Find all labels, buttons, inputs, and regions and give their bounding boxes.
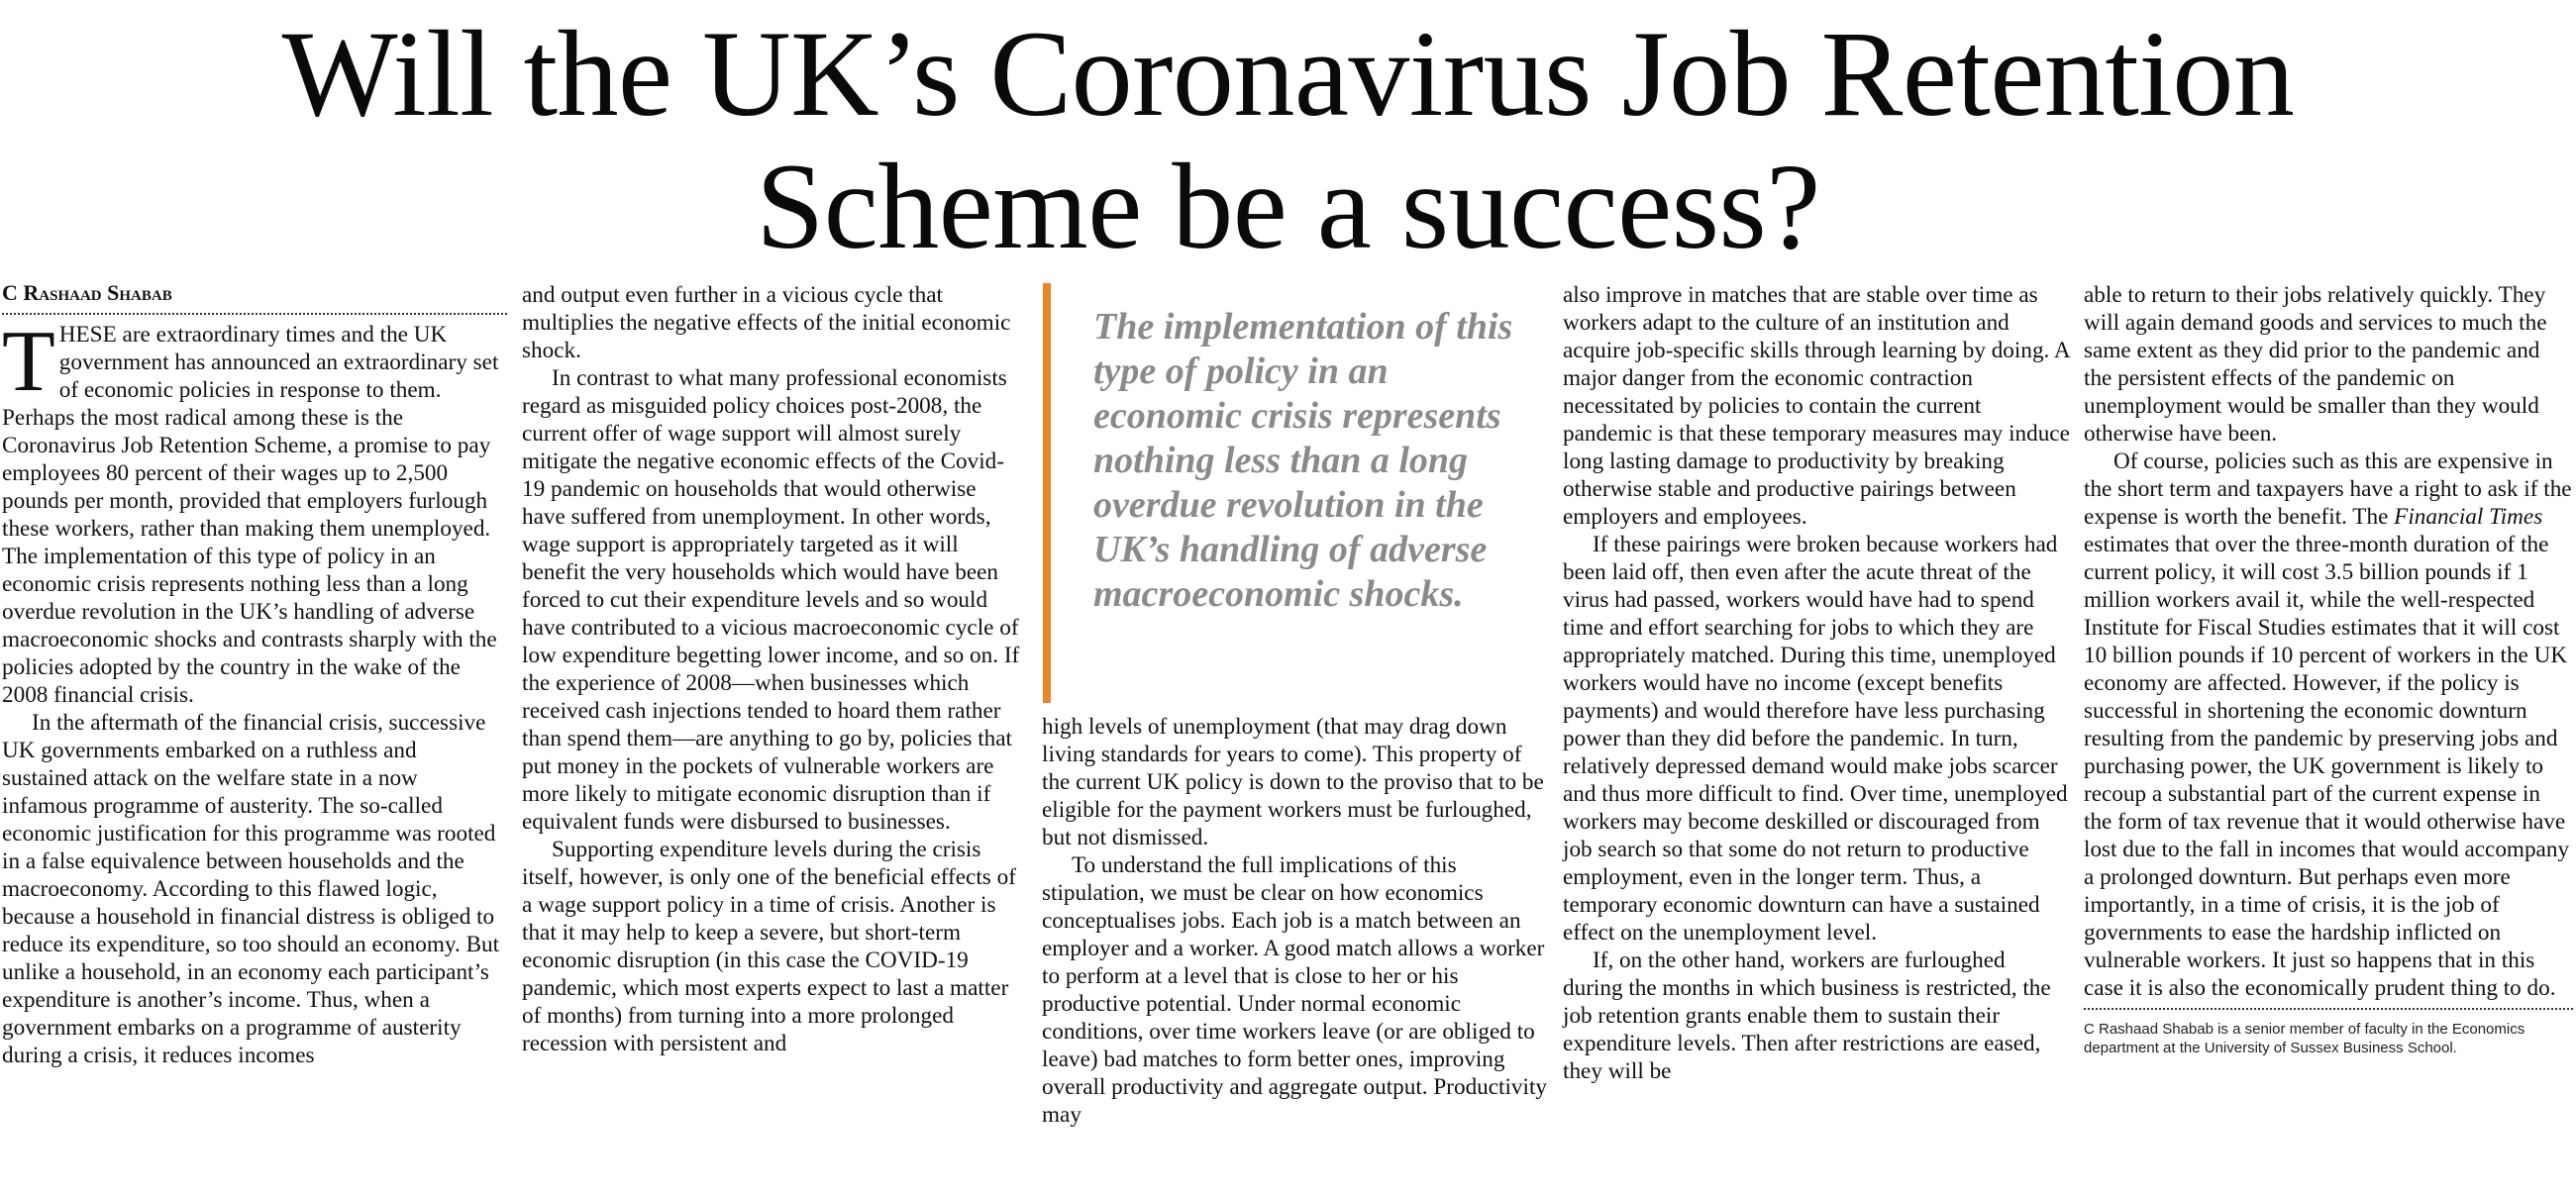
pull-quote-text: The implementation of this type of policy in an economic crisis represents nothing less than a long overdue revolution in the UK’s handling of adverse macroeconomic shocks. xyxy=(1093,306,1513,615)
drop-cap: T xyxy=(2,314,55,410)
article-column-1 xyxy=(2,281,507,1069)
pull-quote-bar xyxy=(1043,283,1051,703)
article-column-2 xyxy=(522,281,1023,1057)
article-paragraph xyxy=(2084,448,2573,1002)
article-paragraph: able to return to their jobs relatively quickly. They will again demand goods and services to much the same extent as they did prior to the pandemic and the persistent effects of the pandemic on unemployment would be smaller than they would otherwise have been. xyxy=(2084,282,2547,447)
paragraph-text: Of course, policies such as this are expensive in the short term and taxpayers have a right to ask if the expense is worth the benefit. The xyxy=(2084,449,2572,530)
author-bio: C Rashaad Shabab is a senior member of faculty in the Economics department at the University of Sussex Business School. xyxy=(2084,1008,2573,1057)
article-paragraph xyxy=(2,314,507,709)
article-column-5 xyxy=(2084,281,2573,1057)
article-paragraph: If these pairings were broken because workers had been laid off, then even after the acute threat of the virus had passed, workers would have had to spend time and effort searching for jobs to which they are appropriately matched. During this time, unemployed workers would have no income (except benefits payments) and would therefore have less purchasing power than they did before the pandemic. In turn, relatively depressed demand would make jobs scarcer and thus more difficult to find. Over time, unemployed workers may become deskilled or discouraged from job search so that some do not return to productive employment, even in the longer term. Thus, a temporary economic downturn can have a sustained effect on the unemployment level. xyxy=(1563,532,2068,946)
headline-line-1: Will the UK’s Coronavirus Job Retention xyxy=(281,6,2295,142)
article-paragraph: Supporting expenditure levels during the crisis itself, however, is only one of the beneficial effects of a wage support policy in a time of crisis. Another is that it may help to keep a severe, but short-term economic disruption (in this case the COVID-19 pandemic, which most experts expect to last a matter of months) from turning into a more prolonged recession with persistent and xyxy=(522,837,1016,1056)
headline xyxy=(0,8,2576,273)
publication-name: Financial Times xyxy=(2394,504,2543,530)
article-column-4 xyxy=(1563,281,2070,1085)
pull-quote xyxy=(1042,283,1549,703)
lead-paragraph-text: are extraordinary times and the UK government has announced an extraordinary set of economic policies in response to them. Perhaps the most radical among these is the Coronavirus Job Retention Scheme, a promise to pay employees 80 percent of their wages up to 2,500 pounds per month, provided that employers furlough these workers, rather than making them unemployed. The implementation of this type of policy in an economic crisis represents nothing less than a long overdue revolution in the UK’s handling of adverse macroeconomic shocks and contrasts sharply with the policies adopted by the country in the wake of the 2008 financial crisis. xyxy=(2,322,499,708)
article-paragraph: In contrast to what many professional economists regard as misguided policy choices post-2008, the current offer of wage support will almost surely mitigate the negative economic effects of the Covid-19 pandemic on households that would otherwise have suffered from unemployment. In other words, wage support is appropriately targeted as it will benefit the very households which would have been forced to cut their expenditure levels and so would have contributed to a vicious macroeconomic cycle of low expenditure begetting lower income, and so on. If the experience of 2008—when businesses which received cash injections tended to hoard them rather than spend them—are anything to go by, policies that put money in the pockets of vulnerable workers are more likely to mitigate economic disruption than if equivalent funds were disbursed to businesses. xyxy=(522,365,1020,835)
article-paragraph: high levels of unemployment (that may drag down living standards for years to come). This property of the current UK policy is down to the proviso that to be eligible for the payment workers must be furloughed, but not dismissed. xyxy=(1042,714,1544,850)
lead-in-caps: HESE xyxy=(58,322,117,348)
article-paragraph: also improve in matches that are stable over time as workers adapt to the culture of an institution and acquire job-specific skills through learning by doing. A major danger from the economic contraction necessitated by policies to contain the current pandemic is that these temporary measures may induce long lasting damage to productivity by breaking otherwise stable and productive pairings between employers and employees. xyxy=(1563,282,2070,530)
article-paragraph: If, on the other hand, workers are furloughed during the months in which business is restricted, the job retention grants enable them to sustain their expenditure levels. Then after restrictions are eased, they will be xyxy=(1563,948,2051,1084)
article-paragraph: To understand the full implications of this stipulation, we must be clear on how economics conceptualises jobs. Each job is a match between an employer and a worker. A good match allows a worker to perform at a level that is close to her or his productive potential. Under normal economic conditions, over time workers leave (or are obliged to leave) bad matches to form better ones, improving overall productivity and aggregate output. Productivity may xyxy=(1042,852,1548,1128)
headline-line-2: Scheme be a success? xyxy=(756,139,1820,274)
byline: C Rashaad Shabab xyxy=(2,281,507,315)
article-paragraph: and output even further in a vicious cycle that multiplies the negative effects of the initial economic shock. xyxy=(522,282,1011,363)
article-column-3 xyxy=(1042,281,1549,1129)
paragraph-text: estimates that over the three-month duration of the current policy, it will cost 3.5 billion pounds if 1 million workers avail it, while the well-respected Institute for Fiscal Studies estimates that it will cost 10 billion pounds if 10 percent of workers in the UK economy are affected. However, if the policy is successful in shortening the economic downturn resulting from the pandemic by preserving jobs and purchasing power, the UK government is likely to recoup a substantial part of the current expense in the form of tax revenue that it would otherwise have lost due to the fall in incomes that would accompany a prolonged downturn. But perhaps even more importantly, in a time of crisis, it is the job of governments to ease the hardship inflicted on vulnerable workers. It just so happens that in this case it is also the economically prudent thing to do. xyxy=(2084,532,2570,1001)
article-paragraph: In the aftermath of the financial crisis, successive UK governments embarked on a ruthless and sustained attack on the welfare state in a now infamous programme of austerity. The so-called economic justification for this programme was rooted in a false equivalence between households and the macroeconomy. According to this flawed logic, because a household in financial distress is obliged to reduce its expenditure, so too should an economy. But unlike a household, in an economy each participant’s expenditure is another’s income. Thus, when a government embarks on a programme of austerity during a crisis, it reduces incomes xyxy=(2,710,500,1068)
